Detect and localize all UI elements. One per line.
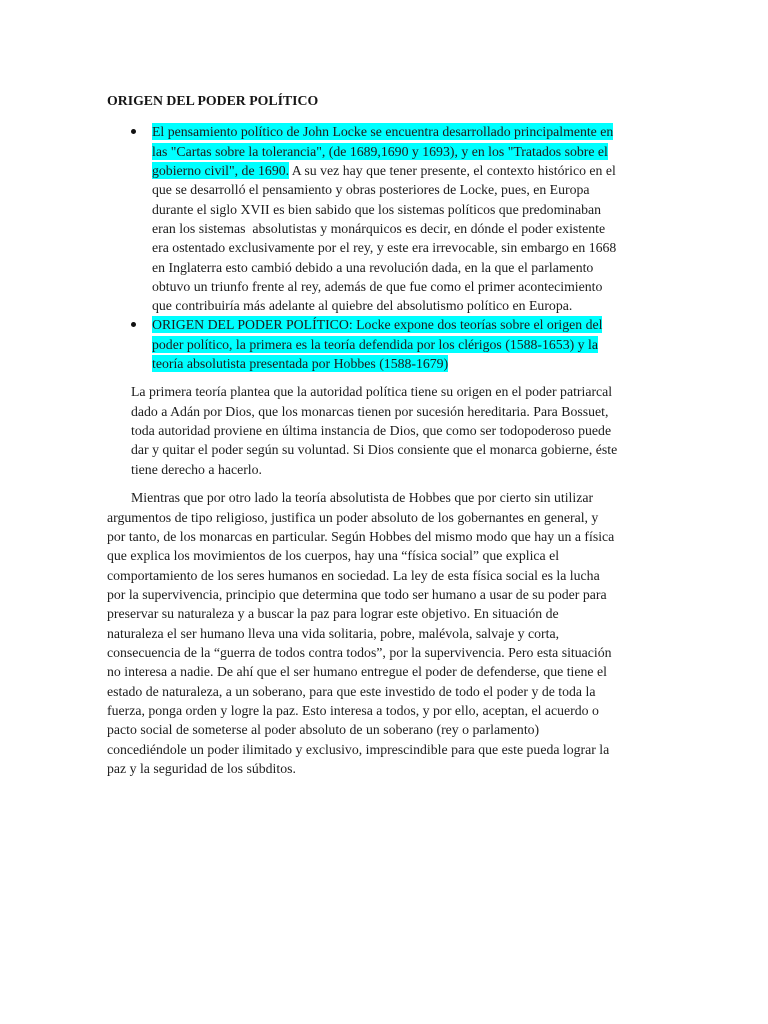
paragraph-line: por tanto, de los monarcas en particular. Según Hobbes del mismo modo que hay un a física [107,528,615,544]
body-text: obtuvo un triunfo frente al rey, además de que fue como el primer acontecimiento [152,279,603,295]
body-text: era ostentado exclusivamente por el rey, y este era irrevocable, sin embargo en 1668 [152,240,617,256]
bullet-line [152,219,616,238]
paragraph-line: que explica los movimientos de los cuerpos, hay una “física social” que explica el [107,548,560,564]
paragraph-line: pacto social de someterse al poder absoluto de un soberano (rey o parlamento) [107,722,540,738]
paragraph-line: toda autoridad proviene en última instancia de Dios, que como ser todopoderoso puede [131,422,612,438]
bullet-item [152,122,616,315]
body-text: que se desarrolló el pensamiento y obras posteriores de Locke, pues, en Europa [152,182,590,198]
bullet-line [152,335,602,354]
paragraph-line: preservar su naturaleza y a buscar la paz para lograr este objetivo. En situación de [107,606,559,622]
paragraph-line: dar y quitar el poder según su voluntad. Si Dios consiente que el monarca gobierne, éste [131,442,618,458]
paragraph [131,382,617,479]
paragraph-line: consecuencia de la “guerra de todos contra todos”, por la supervivencia. Pero esta situación [107,645,612,661]
paragraph [107,488,614,778]
bullet-line [152,354,602,373]
paragraph-line: fuerza, ponga orden y logre la paz. Esto interesa a todos, y por ello, aceptan, el acuerdo o [107,703,599,719]
bullet-line [152,180,616,199]
paragraph-line: naturaleza el ser humano lleva una vida solitaria, pobre, malévola, salvaje y corta, [107,625,560,641]
bullet-line [152,315,602,334]
bullet-line [152,122,616,141]
paragraph-line: por la supervivencia, principio que determina que todo ser humano a usar de su poder para [107,587,607,603]
paragraph-line: argumentos de tipo religioso, justifica un poder absoluto de los gobernantes en general, y [107,509,599,525]
bullet-line [152,296,616,315]
paragraph-line: comportamiento de los seres humanos en sociedad. La ley de esta física social es la lucha [107,567,600,583]
paragraph-line: dado a Adán por Dios, que los monarcas tienen por sucesión hereditaria. Para Bossuet, [131,403,609,419]
bullet-line [152,161,616,180]
paragraph-line: concediéndole un poder ilimitado y exclusivo, imprescindible para que este pueda lograr la [107,741,610,757]
highlighted-text: poder político, la primera es la teoría defendida por los clérigos (1588-1653) y la [152,336,598,352]
document-title: ORIGEN DEL PODER POLÍTICO [107,93,319,108]
bullet-icon [131,129,136,134]
paragraph-line: La primera teoría plantea que la autoridad política tiene su origen en el poder patriarcal [131,384,613,400]
bullet-line [152,277,616,296]
paragraph-line: tiene derecho a hacerlo. [131,461,262,477]
bullet-line [152,258,616,277]
bullet-line [152,238,616,257]
paragraph-line: paz y la seguridad de los súbditos. [107,761,296,777]
bullet-item [152,315,602,373]
highlighted-text: El pensamiento político de John Locke se encuentra desarrollado principalmente en [152,124,614,140]
paragraph-line: no interesa a nadie. De ahí que el ser humano entregue el poder de defenderse, que tiene el [107,664,607,680]
body-text: A su vez hay que tener presente, el contexto histórico en el [289,162,616,178]
highlighted-text: las "Cartas sobre la tolerancia", (de 1689,1690 y 1693), y en los "Tratados sobre el [152,143,608,159]
body-text: que contribuiría más adelante al quiebre del absolutismo político en Europa. [152,298,573,314]
highlighted-text: ORIGEN DEL PODER POLÍTICO: Locke expone dos teorías sobre el origen del [152,317,603,333]
body-text: durante el siglo XVII es bien sabido que los sistemas políticos que predominaban [152,201,602,217]
bullet-icon [131,322,136,327]
bullet-line [152,142,616,161]
bullet-line [152,200,616,219]
paragraph-line: Mientras que por otro lado la teoría absolutista de Hobbes que por cierto sin utilizar [131,490,594,506]
paragraph-line: estado de naturaleza, a un soberano, para que este investido de todo el poder y de toda la [107,683,596,699]
body-text: en Inglaterra esto cambió debido a una revolución dada, en la que el parlamento [152,259,594,275]
highlighted-text: gobierno civil", de 1690. [152,162,290,178]
highlighted-text: teoría absolutista presentada por Hobbes (1588-1679) [152,355,449,371]
body-text: eran los sistemas absolutistas y monárquicos es decir, en dónde el poder existente [152,221,606,237]
